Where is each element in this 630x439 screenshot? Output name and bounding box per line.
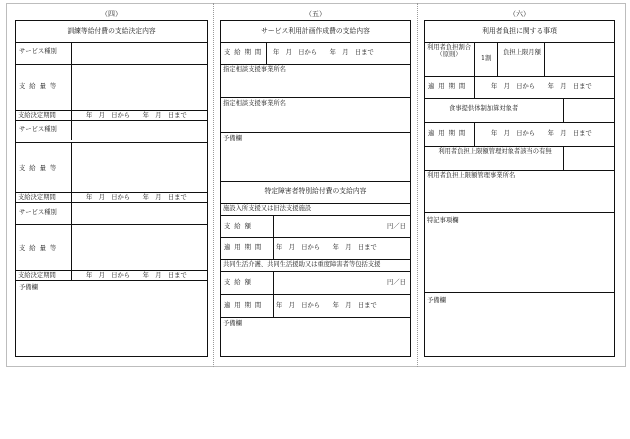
- decision-period-value: 年 月 日から 年 月 日まで: [86, 194, 187, 201]
- remarks-label: 予備欄: [19, 284, 38, 291]
- remarks-label: 予備欄: [223, 320, 242, 327]
- facility-label: 施設入所支援又は旧法支援施設: [223, 205, 312, 212]
- amount-label: 支給量等: [19, 245, 61, 252]
- apply-period-label: 適用期間: [224, 302, 266, 309]
- apply-period-value: 年 月 日から 年 月 日まで: [491, 130, 592, 137]
- amount-label: 支給量等: [19, 165, 61, 172]
- monthly-cap-label: 負担上限月額: [503, 49, 541, 56]
- remarks-label: 予備欄: [223, 135, 242, 142]
- column-heading-four: （四）: [101, 10, 122, 18]
- panel-plan-fee: [220, 20, 411, 357]
- apply-period-value: 年 月 日から 年 月 日まで: [276, 244, 377, 251]
- apply-period-label: 適用期間: [428, 130, 470, 137]
- period-value: 年 月 日から 年 月 日まで: [273, 49, 374, 56]
- group-home-label: 共同生活介護、共同生活援助又は重度障害者等包括支援: [223, 261, 381, 268]
- panel-title: サービス利用計画作成費の支給内容: [261, 27, 370, 35]
- service-type-label: サービス種別: [19, 209, 57, 216]
- apply-period-value: 年 月 日から 年 月 日まで: [276, 302, 377, 309]
- apply-period-label: 適用期間: [428, 83, 470, 90]
- special-notes-label: 特記事項欄: [427, 217, 459, 224]
- cap-management-target-label: 利用者負担上限額管理対象者該当の有無: [438, 148, 552, 155]
- service-type-label: サービス種別: [19, 48, 57, 55]
- period-label: 支給期間: [224, 49, 266, 56]
- burden-ratio-value: 1割: [481, 55, 492, 62]
- office-name-label: 指定相談支援事業所名: [223, 100, 286, 107]
- amount-label: 支給量等: [19, 83, 61, 90]
- decision-period-value: 年 月 日から 年 月 日まで: [86, 112, 187, 119]
- amount-unit: 円／日: [387, 279, 406, 286]
- decision-period-label: 支給決定期間: [18, 112, 56, 119]
- cap-management-office-label: 利用者負担上限額管理事業所名: [427, 172, 516, 179]
- decision-period-label: 支給決定期間: [18, 194, 56, 201]
- amount-unit: 円／日: [387, 223, 406, 230]
- column-divider: [417, 3, 418, 367]
- apply-period-label: 適用期間: [224, 244, 266, 251]
- special-benefit-title: 特定障害者特別給付費の支給内容: [264, 187, 367, 195]
- burden-ratio-label: 利用者負担割合（原則）: [426, 44, 472, 59]
- remarks-label: 予備欄: [427, 297, 446, 304]
- meal-provision-label: 食事提供体制加算対象者: [449, 105, 519, 112]
- service-type-label: サービス種別: [19, 126, 57, 133]
- panel-training-benefits: [15, 20, 208, 357]
- apply-period-value: 年 月 日から 年 月 日まで: [491, 83, 592, 90]
- column-heading-six: （六）: [509, 10, 530, 18]
- column-heading-five: （五）: [305, 10, 326, 18]
- panel-title: 訓練等給付費の支給決定内容: [67, 27, 156, 35]
- panel-user-burden: [424, 20, 615, 357]
- decision-period-label: 支給決定期間: [18, 272, 56, 279]
- decision-period-value: 年 月 日から 年 月 日まで: [86, 272, 187, 279]
- panel-title: 利用者負担に関する事項: [482, 27, 557, 35]
- column-divider: [213, 3, 214, 367]
- amount-label: 支給額: [224, 279, 255, 286]
- amount-label: 支給額: [224, 223, 255, 230]
- office-name-label: 指定相談支援事業所名: [223, 66, 286, 73]
